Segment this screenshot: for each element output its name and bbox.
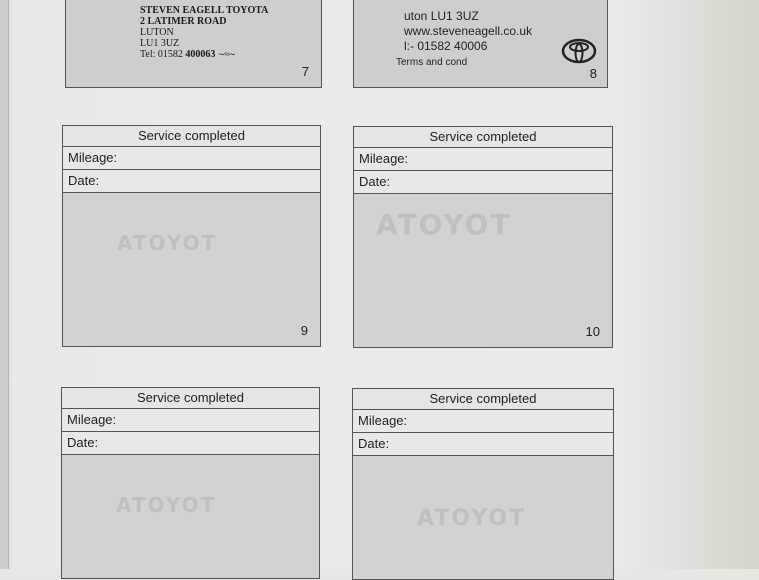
dealer-phone: Tel: 01582 400063 ∼≈∼: [140, 49, 235, 60]
card-number: 9: [300, 323, 308, 338]
mileage-field: [62, 409, 319, 432]
card-number: 7: [301, 64, 309, 79]
date-label: Date:: [358, 436, 390, 451]
dealer-website: www.steveneagell.co.uk: [404, 24, 533, 38]
terms-text: Terms and cond: [396, 57, 468, 68]
service-completed-header: Service completed: [62, 388, 319, 409]
service-card-7: [65, 0, 322, 88]
toyota-watermark: ATOYOT: [417, 506, 527, 531]
dealer-phone: l:- 01582 40006: [404, 39, 488, 53]
signature-scribble: ∼≈∼: [217, 49, 235, 59]
toyota-watermark: ATOYOT: [116, 493, 217, 517]
date-field: [354, 171, 612, 194]
dealer-postcode: uton LU1 3UZ: [404, 9, 479, 23]
toyota-watermark: ATOYOT: [376, 208, 512, 241]
date-field: [353, 433, 613, 456]
service-completed-header: Service completed: [354, 127, 612, 148]
dealer-stamp: [140, 5, 268, 60]
service-card-9: [62, 125, 321, 347]
date-field: [62, 432, 319, 455]
service-card-10: [353, 126, 613, 348]
date-label: Date:: [68, 173, 100, 188]
dealer-name: STEVEN EAGELL TOYOTA: [140, 5, 269, 16]
stamp-area: [63, 193, 320, 346]
stamp-area: [354, 194, 612, 347]
mileage-label: Mileage:: [68, 150, 118, 165]
service-card-8: [353, 0, 608, 88]
mileage-label: Mileage:: [67, 412, 117, 427]
stamp-area: [353, 456, 613, 579]
mileage-field: [353, 410, 613, 433]
date-label: Date:: [359, 174, 391, 189]
card-number: 10: [585, 324, 600, 339]
dealer-city: LUTON: [140, 27, 174, 38]
toyota-watermark: ATOYOT: [117, 231, 218, 255]
service-card-11: [61, 387, 320, 579]
dealer-postcode: LU1 3UZ: [140, 38, 180, 49]
dealer-street: 2 LATIMER ROAD: [140, 16, 227, 27]
mileage-field: [63, 147, 320, 170]
date-label: Date:: [67, 435, 99, 450]
dealer-stamp: [404, 9, 532, 54]
card-number: 8: [589, 66, 597, 81]
service-completed-header: Service completed: [63, 126, 320, 147]
toyota-logo-icon: [561, 37, 597, 65]
date-field: [63, 170, 320, 193]
service-completed-header: Service completed: [353, 389, 613, 410]
mileage-label: Mileage:: [359, 151, 409, 166]
service-card-12: [352, 388, 614, 580]
stamp-area: [62, 455, 319, 578]
page-shadow: [619, 0, 759, 569]
mileage-field: [354, 148, 612, 171]
mileage-label: Mileage:: [358, 413, 408, 428]
page-edge: [0, 0, 9, 569]
